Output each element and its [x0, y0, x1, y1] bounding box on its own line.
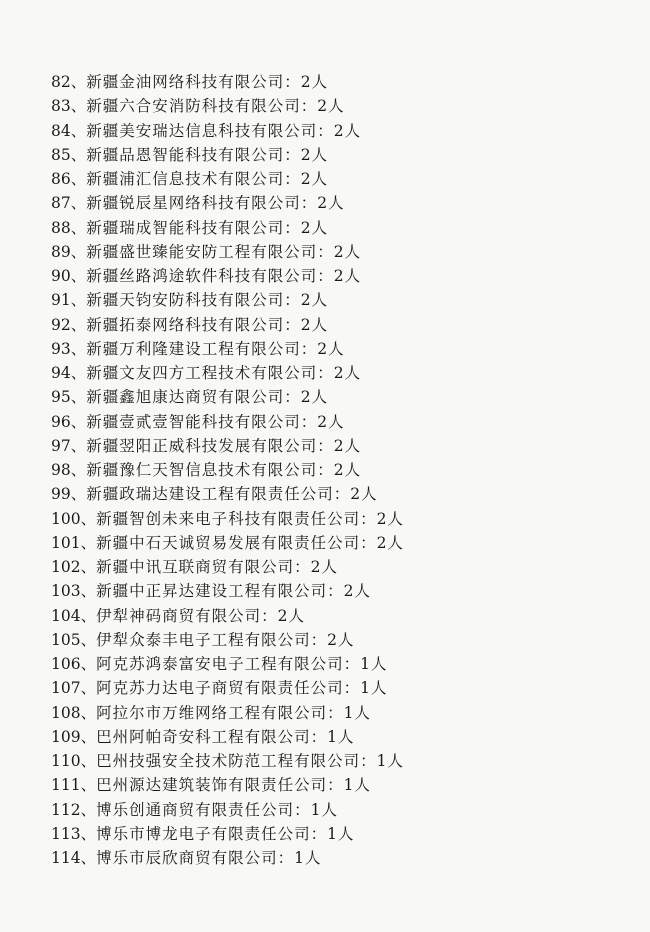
- list-item: [51, 385, 404, 409]
- list-item: [51, 264, 404, 288]
- company-entry: 博乐市博龙电子有限责任公司：1人: [96, 824, 355, 843]
- company-entry: 新疆豫仁天智信息技术有限公司：2人: [86, 461, 362, 479]
- company-entry: 博乐市辰欣商贸有限公司：1人: [96, 849, 322, 867]
- company-entry: 新疆万利隆建设工程有限公司：2人: [86, 339, 345, 358]
- item-number: 107、: [51, 679, 97, 698]
- list-item: [51, 313, 404, 337]
- item-number: 104、: [51, 606, 97, 625]
- item-number: 98、: [51, 461, 87, 479]
- item-number: 103、: [51, 582, 97, 601]
- list-item: [51, 410, 404, 434]
- company-entry: 新疆丝路鸿途软件科技有限公司：2人: [86, 267, 362, 285]
- company-entry: 巴州阿帕奇安科工程有限公司：1人: [96, 727, 355, 746]
- item-number: 91、: [51, 291, 87, 310]
- company-entry: 新疆翌阳正威科技发展有限公司：2人: [86, 436, 362, 455]
- list-item: [51, 773, 404, 797]
- list-item: [51, 143, 404, 167]
- list-item: [51, 652, 404, 676]
- list-item: [51, 167, 404, 191]
- list-item: [51, 361, 404, 385]
- list-item: [51, 579, 404, 603]
- company-entry: 巴州技强安全技术防范工程有限公司：1人: [96, 752, 404, 770]
- company-entry: 巴州源达建筑装饰有限责任公司：1人: [96, 776, 371, 795]
- company-entry: 新疆文友四方工程技术有限公司：2人: [86, 364, 362, 382]
- list-item: [51, 531, 404, 555]
- list-item: [51, 798, 404, 822]
- item-number: 95、: [51, 388, 87, 407]
- item-number: 87、: [51, 194, 87, 213]
- list-item: [51, 458, 404, 482]
- item-number: 96、: [51, 412, 87, 431]
- list-item: [51, 240, 404, 264]
- item-number: 86、: [51, 170, 87, 188]
- item-number: 114、: [51, 849, 97, 867]
- item-number: 100、: [51, 509, 97, 528]
- item-number: 90、: [51, 267, 87, 285]
- company-list: [51, 70, 404, 870]
- item-number: 108、: [51, 703, 97, 722]
- company-entry: 新疆中讯互联商贸有限公司：2人: [96, 558, 338, 576]
- item-number: 89、: [51, 242, 87, 261]
- item-number: 92、: [51, 315, 87, 334]
- company-entry: 新疆浦汇信息技术有限公司：2人: [86, 170, 329, 188]
- list-item: [51, 94, 404, 118]
- item-number: 111、: [51, 776, 97, 795]
- list-item: [51, 604, 404, 628]
- item-number: 82、: [51, 73, 87, 91]
- company-entry: 阿拉尔市万维网络工程有限公司：1人: [96, 703, 371, 722]
- company-entry: 新疆六合安消防科技有限公司：2人: [86, 97, 345, 116]
- company-entry: 新疆拓泰网络科技有限公司：2人: [86, 315, 329, 334]
- item-number: 110、: [51, 752, 97, 770]
- list-item: [51, 288, 404, 312]
- item-number: 109、: [51, 727, 97, 746]
- item-number: 113、: [51, 824, 97, 843]
- item-number: 84、: [51, 121, 87, 140]
- item-number: 101、: [51, 533, 97, 552]
- company-entry: 阿克苏鸿泰富安电子工程有限公司：1人: [96, 655, 388, 673]
- company-entry: 新疆品恩智能科技有限公司：2人: [86, 145, 329, 164]
- list-item: [51, 555, 404, 579]
- list-item: [51, 434, 404, 458]
- item-number: 83、: [51, 97, 87, 116]
- list-item: [51, 676, 404, 700]
- company-entry: 新疆金油网络科技有限公司：2人: [86, 73, 329, 91]
- list-item: [51, 846, 404, 870]
- company-entry: 伊犁神码商贸有限公司：2人: [96, 606, 305, 625]
- list-item: [51, 119, 404, 143]
- item-number: 106、: [51, 655, 97, 673]
- list-item: [51, 507, 404, 531]
- company-entry: 博乐创通商贸有限责任公司：1人: [96, 800, 338, 819]
- item-number: 112、: [51, 800, 97, 819]
- item-number: 85、: [51, 145, 87, 164]
- company-entry: 新疆政瑞达建设工程有限责任公司：2人: [86, 485, 378, 504]
- list-item: [51, 70, 404, 94]
- company-entry: 新疆锐辰星网络科技有限公司：2人: [86, 194, 345, 213]
- list-item: [51, 822, 404, 846]
- list-item: [51, 482, 404, 506]
- list-item: [51, 191, 404, 215]
- list-item: [51, 749, 404, 773]
- company-entry: 新疆壹贰壹智能科技有限公司：2人: [86, 412, 345, 431]
- item-number: 94、: [51, 364, 87, 382]
- list-item: [51, 337, 404, 361]
- list-item: [51, 216, 404, 240]
- list-item: [51, 701, 404, 725]
- company-entry: 新疆鑫旭康达商贸有限公司：2人: [86, 388, 329, 407]
- company-entry: 阿克苏力达电子商贸有限责任公司：1人: [96, 679, 388, 698]
- company-entry: 新疆瑞成智能科技有限公司：2人: [86, 218, 329, 237]
- company-entry: 新疆盛世臻能安防工程有限公司：2人: [86, 242, 362, 261]
- item-number: 99、: [51, 485, 87, 504]
- company-entry: 新疆天钧安防科技有限公司：2人: [86, 291, 329, 310]
- company-entry: 新疆美安瑞达信息科技有限公司：2人: [86, 121, 362, 140]
- list-item: [51, 725, 404, 749]
- item-number: 93、: [51, 339, 87, 358]
- item-number: 97、: [51, 436, 87, 455]
- company-entry: 新疆中石天诚贸易发展有限责任公司：2人: [96, 533, 404, 552]
- item-number: 102、: [51, 558, 97, 576]
- company-entry: 伊犁众泰丰电子工程有限公司：2人: [96, 630, 355, 649]
- item-number: 105、: [51, 630, 97, 649]
- company-entry: 新疆中正昇达建设工程有限公司：2人: [96, 582, 371, 601]
- list-item: [51, 628, 404, 652]
- company-entry: 新疆智创未来电子科技有限责任公司：2人: [96, 509, 404, 528]
- item-number: 88、: [51, 218, 87, 237]
